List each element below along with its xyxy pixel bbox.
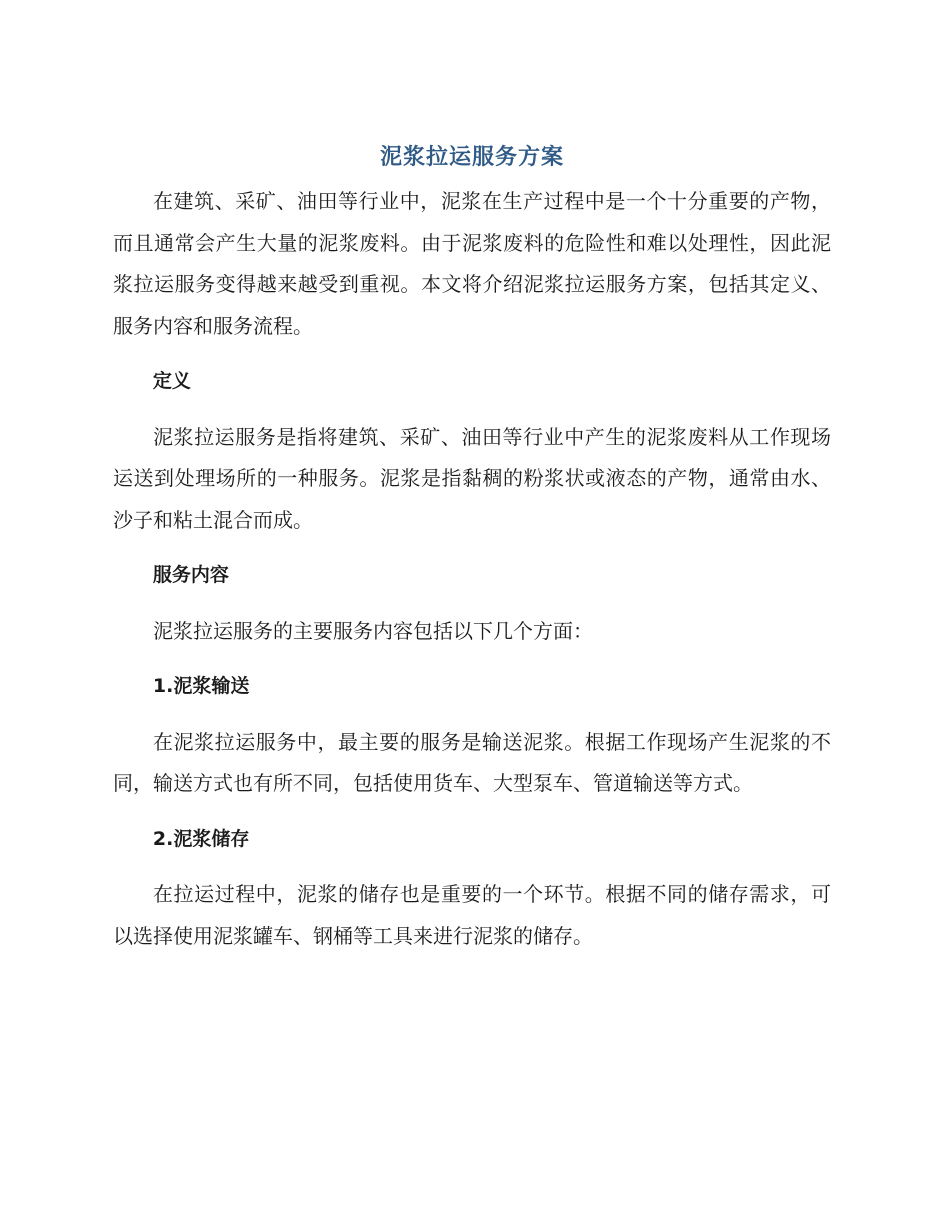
spacer: [113, 860, 831, 874]
section-body-mud-transport: 在泥浆拉运服务中，最主要的服务是输送泥浆。根据工作现场产生泥浆的不同，输送方式也有所不同，包括使用货车、大型泵车、管道输送等方式。: [113, 729, 831, 795]
section-heading-mud-transport: 1.泥浆输送: [152, 675, 250, 697]
section-body-service-content: 泥浆拉运服务的主要服务内容包括以下几个方面：: [153, 618, 593, 643]
document-title: 泥浆拉运服务方案: [379, 145, 564, 170]
spacer: [113, 597, 831, 611]
intro-paragraph: 在建筑、采矿、油田等行业中，泥浆在生产过程中是一个十分重要的产物，而且通常会产生大量的泥浆废料。由于泥浆废料的危险性和难以处理性，因此泥浆拉运服务变得越来越受到重视。本文将介绍泥浆拉运服务方案，包括其定义、服务内容和服务流程。: [113, 189, 831, 338]
section-heading-definition: 定义: [152, 370, 191, 392]
document-page: [113, 140, 831, 957]
section-body-definition: 泥浆拉运服务是指将建筑、采矿、油田等行业中产生的泥浆废料从工作现场运送到处理场所的一种服务。泥浆是指黏稠的粉浆状或液态的产物，通常由水、沙子和粘土混合而成。: [113, 424, 831, 532]
spacer: [113, 403, 831, 417]
section-heading-service-content: 服务内容: [152, 564, 229, 586]
spacer: [113, 652, 831, 666]
spacer: [113, 541, 831, 555]
section-body-mud-storage: 在拉运过程中，泥浆的储存也是重要的一个环节。根据不同的储存需求，可以选择使用泥浆罐车、钢桶等工具来进行泥浆的储存。: [113, 882, 831, 948]
spacer: [113, 347, 831, 361]
section-heading-mud-storage: 2.泥浆储存: [152, 827, 250, 850]
spacer: [113, 805, 831, 819]
spacer: [113, 708, 831, 722]
